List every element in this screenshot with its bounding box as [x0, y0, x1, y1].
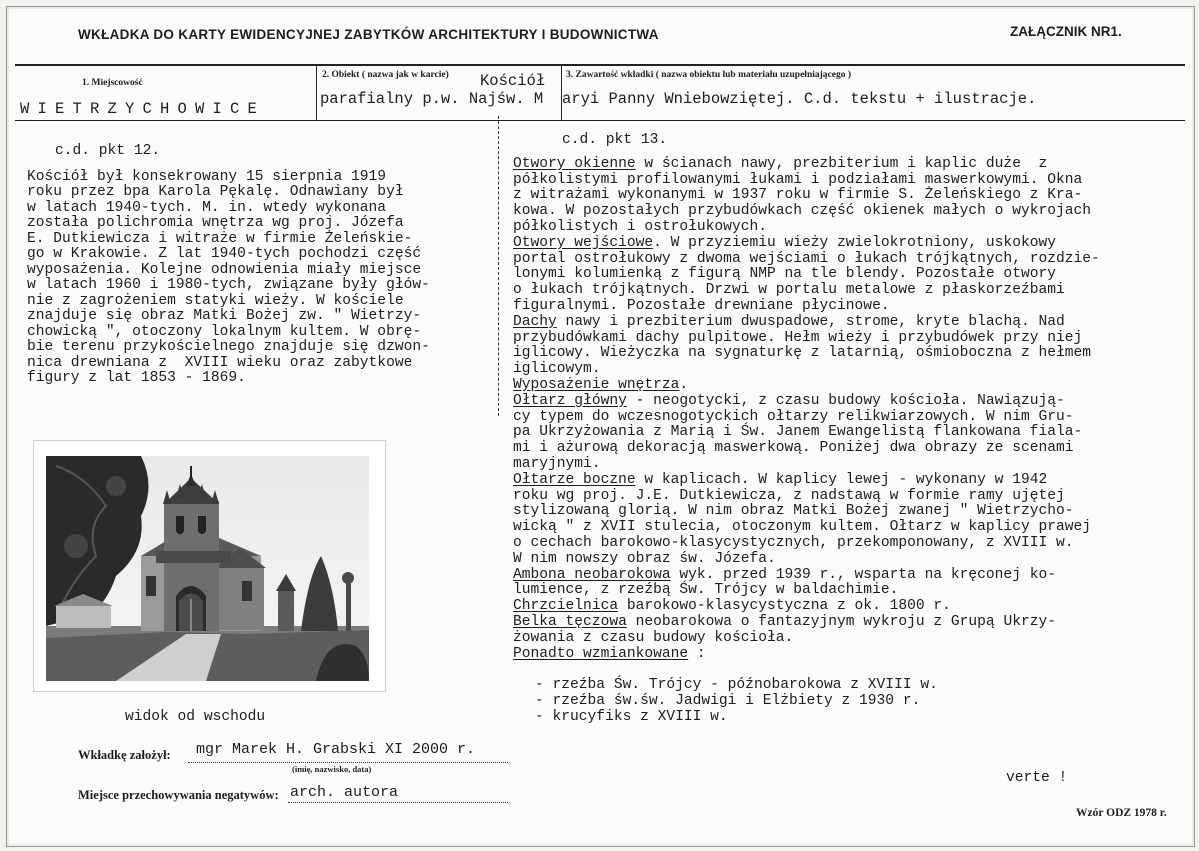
right-text-line — [513, 220, 1190, 236]
field-2-label: 2. Obiekt ( nazwa jak w karcie) — [322, 70, 449, 80]
right-text-line — [513, 457, 1190, 473]
founder-dotted-line — [188, 762, 508, 763]
line-text — [513, 661, 522, 677]
section-term: Ołtarze boczne — [513, 471, 636, 488]
right-text-line — [535, 678, 1190, 694]
negatives-value: arch. autora — [290, 784, 399, 801]
right-text-line — [513, 504, 1190, 520]
field-3-label: 3. Zawartość wkładki ( nazwa obiektu lub materiału uzupełniającego ) — [566, 70, 852, 80]
right-text-line — [513, 157, 1190, 173]
right-text-line — [513, 489, 1190, 505]
line-text: - krucyfiks z XVIII w. — [535, 708, 728, 725]
section-term: Ponadto wzmiankowane — [513, 645, 689, 662]
line-text: - neogotycki, z czasu budowy kościoła. Nawiązują- — [626, 392, 1065, 409]
right-text-line — [513, 410, 1190, 426]
line-text: o łukach trójkątnych. Drzwi w portalu metalowe z płaskorzeźbami — [513, 282, 1065, 299]
left-text-line: znajduje się obraz Matki Bożej zw. " Wietrzy- — [27, 308, 422, 324]
line-text: figuralnymi. Pozostałe drewniane płycinowe. — [513, 297, 890, 314]
left-column — [27, 144, 497, 387]
right-text-line — [513, 425, 1190, 441]
line-text: roku wg proj. J.E. Dutkiewicza, z nadstawą w formie ramy ujętej — [513, 487, 1065, 504]
line-text: wyk. przed 1939 r., wsparta na kręconej ko- — [670, 566, 1056, 583]
right-text-line — [513, 331, 1190, 347]
left-text-line: wyposażenia. Kolejne odnowienia miały miejsce — [27, 261, 422, 278]
right-text-line — [513, 188, 1190, 204]
line-text: . W przyziemiu wieży zwielokrotniony, uskokowy — [653, 234, 1056, 251]
right-text-line — [513, 315, 1190, 331]
right-text-line — [513, 599, 1190, 615]
church-photo — [46, 456, 369, 681]
left-text-line: w latach 1940-tych. M. in. wtedy wykonana — [27, 199, 387, 216]
line-text: : — [688, 645, 706, 662]
line-text: iglicowy. Wieżyczka na sygnaturkę z latarnią, ośmioboczna z hełmem — [513, 345, 1092, 362]
right-text-line — [535, 694, 1190, 710]
field-2-value: parafialny p.w. Najśw. M — [320, 90, 544, 108]
line-text: stylizowaną glorią. W nim obraz Matki Bożej zwanej " Wietrzycho- — [513, 503, 1074, 520]
photo-caption: widok od wschodu — [125, 709, 266, 725]
line-text: kowa. W pozostałych przybudówkach część okienek małych o wykrojach — [513, 203, 1092, 220]
line-text: mi i ażurową dekoracją maswerkową. Poniżej dwa obrazy ze scenami — [513, 440, 1074, 457]
line-text: półkolistych i ostrołukowych. — [513, 218, 767, 235]
right-text-line — [513, 362, 1190, 378]
line-text: półkolistymi profilowanymi łukami i podziałami maswerkowymi. Okna — [513, 171, 1083, 188]
section-term: Chrzcielnica — [513, 598, 619, 615]
line-text: . — [679, 376, 689, 393]
line-text: iglicowym. — [513, 361, 601, 378]
right-column — [510, 133, 1190, 725]
form-top-rule — [15, 64, 1185, 66]
verte-note: verte ! — [1006, 770, 1068, 786]
field-2-value-top: Kościół — [480, 72, 546, 90]
founder-label: Wkładkę założył: — [78, 748, 171, 762]
form-bottom-rule — [15, 120, 1185, 121]
right-text-line — [513, 394, 1190, 410]
line-text: - rzeźba Św. Trójcy - późnobarokowa z XVIII w. — [535, 677, 938, 694]
line-text: neobarokowa o fantazyjnym wykroju z Grupą Ukrzy- — [626, 613, 1056, 630]
right-text-line — [535, 710, 1190, 726]
left-heading: c.d. pkt 12. — [55, 143, 161, 159]
church-illustration — [46, 456, 369, 681]
founder-value: mgr Marek H. Grabski XI 2000 r. — [196, 741, 476, 758]
left-text-line: Kościół był konsekrowany 15 sierpnia 1919 — [27, 168, 387, 185]
section-term: Otwory wejściowe — [513, 234, 654, 251]
line-text: w kaplicach. W kaplicy lewej - wykonany w 1942 — [635, 471, 1048, 488]
line-text: portal ostrołukowy z dwoma wejściami o łukach trójkątnych, rozdzie- — [513, 250, 1100, 267]
form-version: Wzór ODZ 1978 r. — [1076, 807, 1167, 819]
line-text: - rzeźba św.św. Jadwigi i Elżbiety z 1930 r. — [535, 692, 921, 709]
left-text-line: w latach 1960 i 1980-tych, związane były głów- — [27, 277, 430, 293]
form-divider-1 — [316, 65, 317, 120]
right-text-line — [513, 662, 1190, 678]
right-heading: c.d. pkt 13. — [562, 132, 668, 148]
right-text-line — [513, 647, 1190, 663]
right-text-line — [513, 236, 1190, 252]
annex-number: ZAŁĄCZNIK NR1. — [1010, 24, 1122, 39]
right-text-line — [513, 267, 1190, 283]
right-text-line — [513, 473, 1190, 489]
negatives-dotted-line — [288, 802, 508, 803]
right-text-line — [513, 283, 1190, 299]
right-text-line — [513, 378, 1190, 394]
section-term: Wyposażenie wnętrza — [513, 376, 680, 393]
column-separator — [498, 116, 499, 416]
line-text: lonymi kolumienką z figurą NMP na tle blendy. Pozostałe otwory — [513, 266, 1056, 283]
right-text-line — [513, 299, 1190, 315]
right-text-line — [513, 346, 1190, 362]
line-text: przybudówkami dachy pulpitowe. Hełm wieży i przybudówek przy niej — [513, 329, 1083, 346]
right-text-line — [513, 568, 1190, 584]
right-text-line — [513, 536, 1190, 552]
line-text: wicką " z XVII stulecia, otoczonym kultem. Ołtarz w kaplicy prawej — [513, 519, 1092, 536]
right-text-block — [513, 157, 1190, 726]
section-term: Belka tęczowa — [513, 613, 627, 630]
line-text: maryjnymi. — [513, 455, 601, 472]
field-1-value: WIETRZYCHOWICE — [20, 100, 266, 118]
right-text-line — [513, 552, 1190, 568]
line-text: pa Ukrzyżowania z Marią i Św. Janem Ewangelistą flankowana fiala- — [513, 424, 1083, 441]
line-text: w ścianach nawy, prezbiterium i kaplic duże z — [635, 155, 1048, 172]
line-text: W nim nowszy obraz św. Józefa. — [513, 550, 776, 567]
negatives-label: Miejsce przechowywania negatywów: — [78, 788, 279, 802]
document-title: WKŁADKA DO KARTY EWIDENCYJNEJ ZABYTKÓW ARCHITEKTURY I BUDOWNICTWA — [78, 27, 659, 42]
left-text-line: E. Dutkiewicza i witraże w firmie Żeleńskie- — [27, 230, 413, 247]
line-text: żowania z czasu budowy kościoła. — [513, 629, 794, 646]
field-3-value: aryi Panny Wniebowziętej. C.d. tekstu + ilustracje. — [562, 90, 1037, 108]
left-text-block — [27, 170, 497, 387]
section-term: Otwory okienne — [513, 155, 636, 172]
right-text-line — [513, 631, 1190, 647]
left-text-line: figury z lat 1853 - 1869. — [27, 370, 246, 386]
right-text-line — [513, 520, 1190, 536]
right-text-line — [513, 204, 1190, 220]
line-text: barokowo-klasycystyczna z ok. 1800 r. — [618, 598, 951, 615]
right-text-line — [513, 615, 1190, 631]
field-1-label: 1. Miejscowość — [82, 78, 143, 88]
left-text-line: nica drewniana z XVIII wieku oraz zabytkowe — [27, 354, 413, 371]
right-text-line — [513, 583, 1190, 599]
right-text-line — [513, 441, 1190, 457]
left-text-line: go w Krakowie. Z lat 1940-tych pochodzi część — [27, 246, 422, 262]
line-text: cy typem do wczesnogotyckich ołtarzy relikwiarzowych. W nim Gru- — [513, 408, 1074, 425]
left-text-line: roku przez bpa Karola Pękalę. Odnawiany był — [27, 184, 404, 200]
left-text-line: chowicką ", otoczony lokalnym kultem. W obrę- — [27, 323, 422, 340]
line-text: lumience, z rzeźbą Św. Trójcy w baldachimie. — [513, 582, 899, 599]
line-text: z witrażami wykonanymi w 1937 roku w firmie S. Żeleńskiego z Kra- — [513, 187, 1083, 204]
line-text: o cechach barokowo-klasycystycznych, przekomponowany, z XVIII w. — [513, 534, 1074, 551]
section-term: Ambona neobarokowa — [513, 566, 671, 583]
section-term: Dachy — [513, 313, 557, 330]
section-term: Ołtarz główny — [513, 392, 627, 409]
right-text-line — [513, 252, 1190, 268]
founder-sublabel: (imię, nazwisko, data) — [292, 764, 372, 774]
left-text-line: bie terenu przykościelnego znajduje się dzwon- — [27, 339, 430, 355]
left-text-line: została polichromia wnętrza wg proj. Józefa — [27, 215, 404, 231]
line-text: nawy i prezbiterium dwuspadowe, strome, kryte blachą. Nad — [556, 313, 1065, 330]
left-text-line: nie z zagrożeniem statyki wieży. W kościele — [27, 292, 404, 309]
